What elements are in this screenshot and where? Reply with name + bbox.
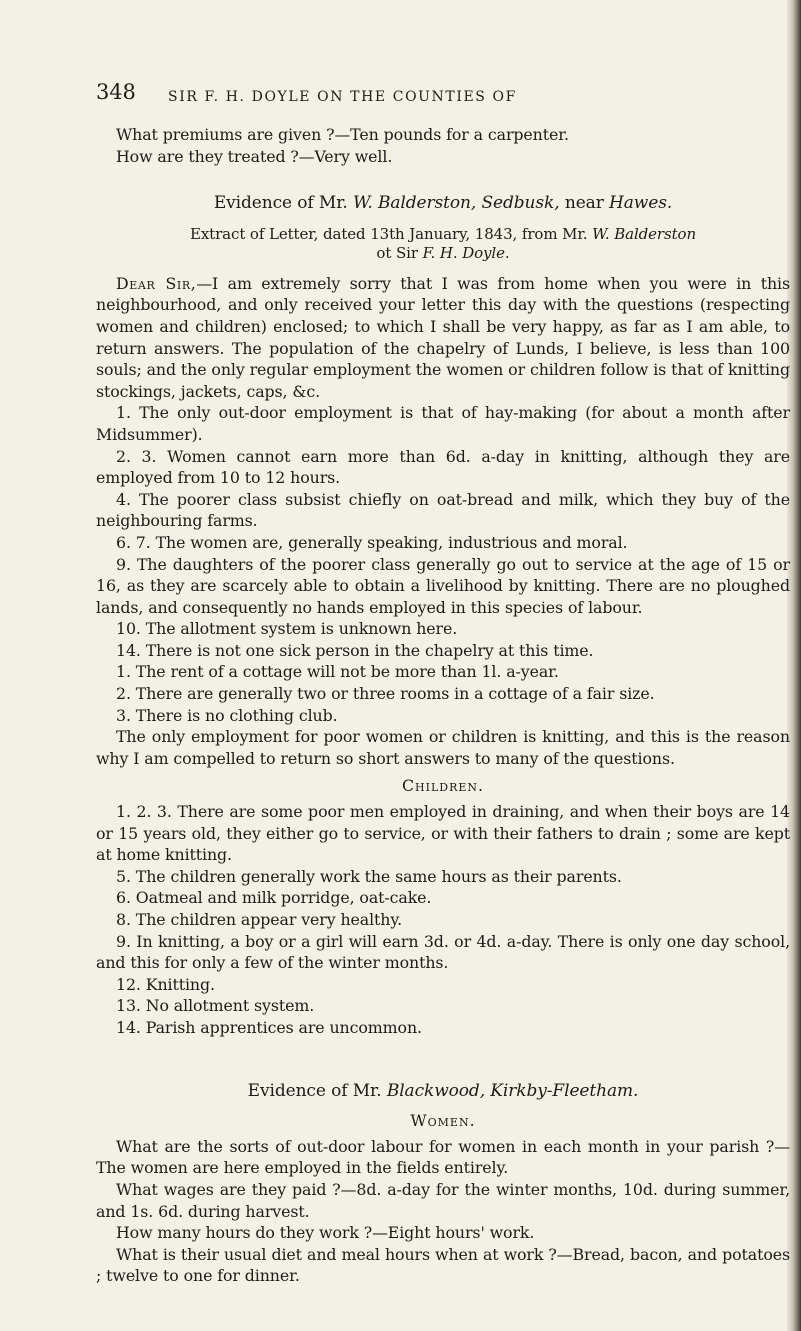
page-header xyxy=(96,80,790,110)
women-heading: Women. xyxy=(410,1111,476,1131)
qa-paragraph: What is their usual diet and meal hours when at work ?—Bread, bacon, and potatoes ; twelve to one for dinner. xyxy=(96,1244,790,1286)
letter-item: 3. There is no clothing club. xyxy=(116,705,338,725)
children-item: 13. No allotment system. xyxy=(116,996,315,1016)
book-page xyxy=(96,80,791,1287)
children-item: 8. The children appear very healthy. xyxy=(116,910,403,929)
letter-item: 1. The only out-door employment is that of hay-making (for about a month after Midsummer). xyxy=(96,403,790,444)
children-item: 6. Oatmeal and milk porridge, oat-cake. xyxy=(116,888,432,908)
children-item: 9. In knitting, a boy or a girl will earn 3d. or 4d. a-day. There is only one day school, and this for only a few of the winter months. xyxy=(96,931,790,973)
section-title-balderston: Evidence of Mr. W. Balderston, Sedbusk, near Hawes. xyxy=(213,193,673,214)
letter-item: 14. There is not one sick person in the chapelry at this time. xyxy=(116,640,594,660)
section-title-blackwood: Evidence of Mr. Blackwood, Kirkby-Fleetham. xyxy=(247,1080,639,1101)
letter-item: The only employment for poor women or children is knitting, and this is the reason why I am compelled to return so short answers to many of the questions. xyxy=(96,727,790,768)
letter-item: 1. The rent of a cottage will not be more than 1l. a-year. xyxy=(116,662,559,682)
letter-body: Dear Sir,—I am extremely sorry that I was from home when you were in this neighbourhood, and only received your letter this day with the questions (respecting women and children) enclosed; to which I shall be very happy, as far as I am able, to return answers. The population of the chapelry of Lunds, I believe, is less than 100 souls; and the only regular employment the women or children follow is that of knitting stockings, jackets, caps, &c. xyxy=(96,273,791,401)
letter-item: 2. 3. Women cannot earn more than 6d. a-day in knitting, although they are employed from 10 to 12 hours. xyxy=(96,446,790,488)
children-item: 5. The children generally work the same hours as their parents. xyxy=(116,866,622,886)
qa-paragraph: What are the sorts of out-door labour for women in each month in your parish ?—The women are here employed in the fields entirely. xyxy=(96,1136,790,1178)
children-heading: Children. xyxy=(401,776,485,796)
qa-paragraph: What wages are they paid ?—8d. a-day for the winter months, 10d. during summer, and 1s. 6d. during harvest. xyxy=(96,1179,790,1221)
intro-line-1: What premiums are given ?—Ten pounds for a carpenter. xyxy=(116,125,569,144)
children-item: 14. Parish apprentices are uncommon. xyxy=(116,1017,422,1037)
letter-item: 2. There are generally two or three rooms in a cottage of a fair size. xyxy=(116,684,655,704)
children-item: 1. 2. 3. There are some poor men employed in draining, and when their boys are 14 or 15 years old, they either go to service, or with their fathers to drain ; some are kept at home knitting. xyxy=(96,802,790,865)
salutation: Dear Sir, xyxy=(116,273,197,293)
qa-paragraph: How many hours do they work ?—Eight hours' work. xyxy=(116,1223,535,1243)
extract-caption: Extract of Letter, dated 13th January, 1843, from Mr. W. Balderston ot Sir F. H. Doyle. xyxy=(189,224,697,262)
letter-item: 6. 7. The women are, generally speaking, industrious and moral. xyxy=(116,532,628,552)
letter-item: 4. The poorer class subsist chiefly on oat-bread and milk, which they buy of the neighbouring farms. xyxy=(96,489,790,531)
running-head: SIR F. H. DOYLE ON THE COUNTIES OF xyxy=(168,89,517,105)
letter-item: 9. The daughters of the poorer class generally go out to service at the age of 15 or 16, as they are scarcely able to obtain a livelihood by knitting. There are no ploughed lands, and consequently no hands employed in this species of labour. xyxy=(96,554,790,617)
children-item: 12. Knitting. xyxy=(116,974,215,994)
intro-line-2: How are they treated ?—Very well. xyxy=(116,146,393,166)
letter-item: 10. The allotment system is unknown here. xyxy=(116,619,458,639)
page-number: 348 xyxy=(96,80,136,104)
